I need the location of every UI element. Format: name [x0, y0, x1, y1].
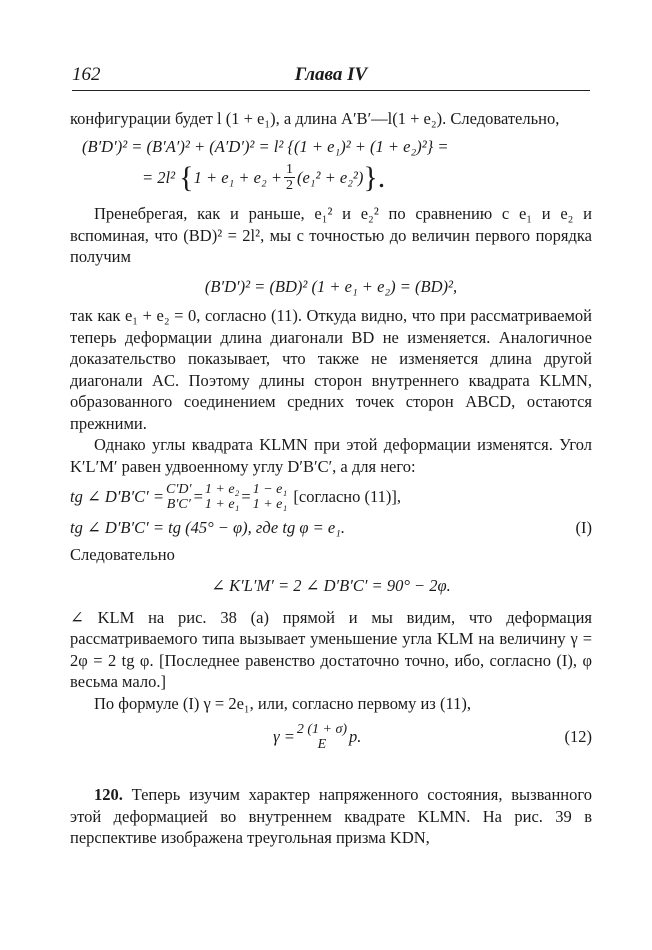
fraction: 2 (1 + σ) E: [296, 722, 348, 752]
equation-number: (12): [564, 727, 593, 747]
fraction: $\frac{1}{2}$: [285, 162, 293, 193]
equation: tg ∠ D′B′C′ = C′D′ B′C′ = 1 + e₂ 1 + e₁ = 1 − e₁ 1 + e₁ [согласно (11)],: [70, 482, 401, 512]
fraction: 1 − e₁ 1 + e₁: [252, 482, 288, 512]
paragraph: 120. Теперь изучим характер напряженного состояния, вызванного этой деформацией во внутреннем квадрате KLMN. На рис. 39 в перспективе изображена треугольная призма KDN,: [70, 785, 592, 847]
equation: ∠ K′L′M′ = 2 ∠ D′B′C′ = 90° − 2φ.: [211, 576, 451, 595]
equation: tg ∠ D′B′C′ = tg (45° − φ), где tg φ = e₁. (I): [70, 518, 592, 537]
paragraph: Однако углы квадрата KLMN при этой деформации изменятся. Угол K′L′M′ равен удвоенному углу D′B′C′, а для него:: [70, 435, 592, 476]
page-body: [70, 108, 592, 849]
equation: (B′D′)² = (BD)² (1 + e₁ + e₂) = (BD)²,: [204, 276, 458, 296]
page-header: [72, 64, 590, 91]
equation: = 2l² { 1 + e₁ + e₂ + $\frac{1}{2}$ (e₁² + e₂²) }.: [142, 160, 386, 194]
paragraph: конфигурации будет l (1 + e₁), а длина A′B′—l(1 + e₂). Следовательно,: [70, 109, 560, 128]
chapter-title: Глава IV: [294, 64, 368, 85]
fraction: C′D′ B′C′: [166, 482, 192, 512]
equation-number: (I): [575, 518, 592, 537]
section-number: 120.: [94, 785, 123, 804]
equation: (B′D′)² = (B′A′)² + (A′D′)² = l² {(1 + e₁)² + (1 + e₂)²} =: [82, 136, 449, 156]
paragraph: Следовательно: [70, 544, 175, 564]
fraction: 1 + e₂ 1 + e₁: [204, 482, 240, 512]
page-number: 162: [72, 64, 101, 85]
paragraph: ∠ KLM на рис. 38 (a) прямой и мы видим, что деформация рассматриваемого типа вызывает уменьшение угла KLM на величину γ = 2φ = 2 tg φ. [Последнее равенство достаточно точно, ибо, согласно (I), φ весьма мало.]: [70, 607, 592, 691]
equation: γ = 2 (1 + σ) E p. (12): [273, 722, 593, 752]
paragraph: По формуле (I) γ = 2e₁, или, согласно первому из (11),: [94, 693, 471, 713]
paragraph: Пренебрегая, как и раньше, e₁² и e₂² по сравнению с e₁ и e₂ и вспоминая, что (BD)² = 2l², мы с точностью до величин первого порядка получим: [70, 204, 592, 266]
paragraph: так как e₁ + e₂ = 0, согласно (11). Откуда видно, что при рассматриваемой теперь деформации длина диагонали BD не изменяется. Аналогичное доказательство показывает, что также не изменяется длина другой диагонали AC. Поэтому длины сторон внутреннего квадрата KLMN, образованного соединением средних точек сторон ABCD, остаются прежними.: [70, 306, 592, 433]
